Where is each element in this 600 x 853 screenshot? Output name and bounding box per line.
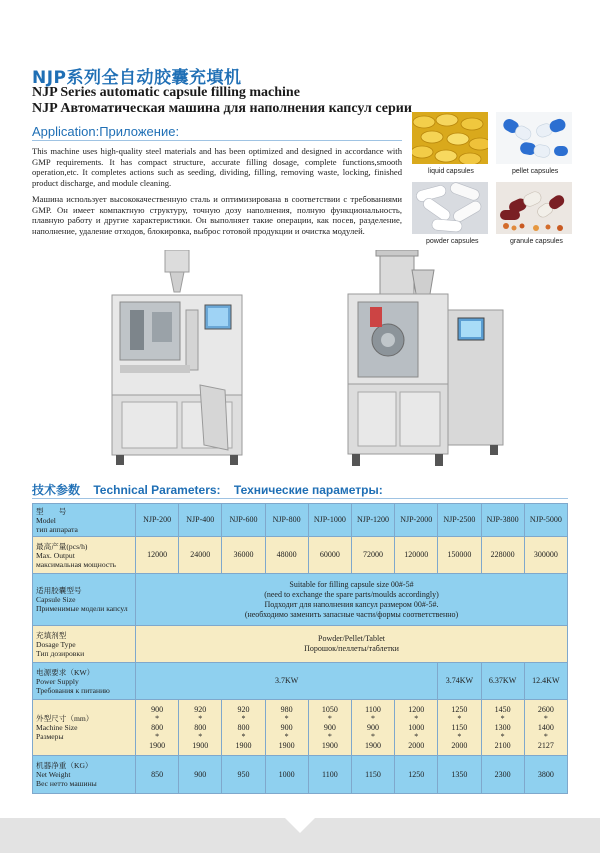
row-label-capsule-size bbox=[33, 574, 136, 626]
table-row-dosage bbox=[33, 626, 568, 663]
size-cell: 1450 * 1300 * 2100 bbox=[481, 700, 524, 756]
powder-capsules-label: powder capsules bbox=[426, 238, 479, 245]
label-en: Machine Size bbox=[36, 723, 78, 732]
label-ru: тип аппарата bbox=[36, 524, 78, 534]
weight-cell: 1150 bbox=[351, 756, 394, 794]
model-cell: NJP-400 bbox=[179, 504, 222, 537]
machines-illustration bbox=[100, 250, 520, 475]
size-cell: 1100 * 900 * 1900 bbox=[351, 700, 394, 756]
label-en: Capsule Size bbox=[36, 595, 76, 604]
size-cell: 920 * 800 * 1900 bbox=[179, 700, 222, 756]
pellet-capsules-label: pellet capsules bbox=[512, 168, 559, 175]
weight-cell: 1100 bbox=[308, 756, 351, 794]
capsule-size-line: (need to exchange the spare parts/moulds accordingly) bbox=[264, 589, 439, 599]
size-cell: 980 * 900 * 1900 bbox=[265, 700, 308, 756]
parameters-heading-cn: 技术参数 bbox=[32, 483, 81, 497]
capsule-size-line: Подходит для наполнения капсул размером 00#-5#. bbox=[264, 599, 439, 609]
size-cell: 1200 * 1000 * 2000 bbox=[395, 700, 438, 756]
size-cell: 1250 * 1150 * 2000 bbox=[438, 700, 481, 756]
output-cell: 120000 bbox=[395, 537, 438, 574]
model-cell: NJP-800 bbox=[265, 504, 308, 537]
model-cell: NJP-2500 bbox=[438, 504, 481, 537]
output-cell: 300000 bbox=[524, 537, 567, 574]
model-cell: NJP-600 bbox=[222, 504, 265, 537]
size-cell: 920 * 800 * 1900 bbox=[222, 700, 265, 756]
pellet-capsules-image bbox=[496, 112, 572, 164]
table-row-output bbox=[33, 537, 568, 574]
parameters-heading-ru: Технические параметры: bbox=[233, 483, 383, 497]
capsule-size-line: (необходимо заменить запасные части/формы соответственно) bbox=[244, 609, 459, 619]
table-row-machine-size bbox=[33, 700, 568, 756]
label-ru: Вес нетто машины bbox=[36, 779, 97, 788]
label-en: Max. Output bbox=[36, 550, 75, 560]
label-en: Power Supply bbox=[36, 676, 79, 686]
table-row-model bbox=[33, 504, 568, 537]
output-cell: 12000 bbox=[136, 537, 179, 574]
output-cell: 72000 bbox=[351, 537, 394, 574]
model-cell: NJP-1200 bbox=[351, 504, 394, 537]
granule-capsules-image bbox=[496, 182, 572, 234]
model-cell: NJP-3800 bbox=[481, 504, 524, 537]
granule-capsules-label: granule capsules bbox=[510, 238, 563, 245]
output-cell: 24000 bbox=[179, 537, 222, 574]
row-label-output bbox=[33, 537, 136, 574]
label-cn: 适用胶囊型号 bbox=[36, 586, 82, 595]
application-heading: Application:Приложение: bbox=[32, 124, 180, 139]
output-cell: 48000 bbox=[265, 537, 308, 574]
label-en: Net Weight bbox=[36, 770, 71, 779]
power-cell: 6.37KW bbox=[481, 663, 524, 700]
small-capsule-machine bbox=[112, 250, 242, 465]
power-cell: 3.74KW bbox=[438, 663, 481, 700]
footer-notch bbox=[285, 818, 315, 833]
label-cn: 充填剂型 bbox=[36, 630, 67, 640]
title-ru: NJP Автоматическая машина для наполнения капсул серии bbox=[32, 101, 412, 116]
row-label-dosage bbox=[33, 626, 136, 663]
label-ru: Размеры bbox=[36, 732, 64, 741]
power-shared-cell: 3.7KW bbox=[136, 663, 438, 700]
title-cn: NJP系列全自动胶囊充填机 bbox=[32, 68, 242, 88]
table-row-capsule-size bbox=[33, 574, 568, 626]
label-ru: максимальная мощность bbox=[36, 559, 116, 569]
output-cell: 228000 bbox=[481, 537, 524, 574]
table-row-power bbox=[33, 663, 568, 700]
row-label-model bbox=[33, 504, 136, 537]
capsule-size-cell bbox=[136, 574, 568, 626]
parameters-divider bbox=[32, 498, 568, 499]
row-label-machine-size bbox=[33, 700, 136, 756]
weight-cell: 900 bbox=[179, 756, 222, 794]
title-en: NJP Series automatic capsule filling machine bbox=[32, 85, 300, 100]
label-cn: 外型尺寸（mm） bbox=[36, 714, 94, 723]
model-cell: NJP-1000 bbox=[308, 504, 351, 537]
size-cell: 1050 * 900 * 1900 bbox=[308, 700, 351, 756]
row-label-power bbox=[33, 663, 136, 700]
liquid-capsules-label: liquid capsules bbox=[428, 168, 474, 175]
parameters-heading bbox=[32, 481, 393, 498]
output-cell: 150000 bbox=[438, 537, 481, 574]
weight-cell: 1350 bbox=[438, 756, 481, 794]
output-cell: 36000 bbox=[222, 537, 265, 574]
weight-cell: 2300 bbox=[481, 756, 524, 794]
power-cell: 12.4KW bbox=[524, 663, 567, 700]
label-ru: Применимые модели капсул bbox=[36, 604, 128, 613]
application-text-en: This machine uses high-quality steel materials and has been optimized and designed in accordance with GMP requirements. It has compact structure, accurate filling dosage, complete functions,smooth operation,etc. It completes actions such as seeding, dividing, filling, removing waste, locking, finished product discharge, and module cleaning. bbox=[32, 146, 402, 188]
weight-cell: 1250 bbox=[395, 756, 438, 794]
output-cell: 60000 bbox=[308, 537, 351, 574]
application-text-ru: Машина использует высококачественную сталь и оптимизирована в соответствии с требованиями GMP. Он имеет компактную структуру, точную дозу наполнения, полную функциональность, плавную работу и другие характеристики. Он выполняет такие операции, как посев, разделение, наполнение, удаление отходов, блокировка, выброс готовой продукции и очистка модулей. bbox=[32, 194, 402, 236]
dosage-line: Powder/Pellet/Tablet bbox=[318, 634, 385, 643]
model-cell: NJP-5000 bbox=[524, 504, 567, 537]
dosage-line: Порошок/пеллеты/таблетки bbox=[304, 644, 399, 653]
weight-cell: 1000 bbox=[265, 756, 308, 794]
weight-cell: 950 bbox=[222, 756, 265, 794]
size-cell: 2600 * 1400 * 2127 bbox=[524, 700, 567, 756]
label-cn: 电源要求（KW） bbox=[36, 667, 95, 677]
weight-cell: 3800 bbox=[524, 756, 567, 794]
size-cell: 900 * 800 * 1900 bbox=[136, 700, 179, 756]
model-cell: NJP-2000 bbox=[395, 504, 438, 537]
technical-parameters-table bbox=[32, 503, 568, 794]
label-en: Dosage Type bbox=[36, 639, 76, 649]
label-cn: 型 号 bbox=[36, 506, 67, 516]
table-row-weight bbox=[33, 756, 568, 794]
row-label-weight bbox=[33, 756, 136, 794]
application-divider bbox=[32, 140, 402, 141]
label-cn: 最高产量(pcs/h) bbox=[36, 541, 88, 551]
label-en: Model bbox=[36, 515, 56, 525]
label-ru: Требования к питанию bbox=[36, 685, 110, 695]
powder-capsules-image bbox=[412, 182, 488, 234]
liquid-capsules-image bbox=[412, 112, 488, 164]
weight-cell: 850 bbox=[136, 756, 179, 794]
label-ru: Тип дозировки bbox=[36, 648, 85, 658]
capsule-gallery bbox=[412, 112, 572, 246]
parameters-heading-en: Technical Parameters: bbox=[93, 483, 221, 497]
capsule-size-line: Suitable for filling capsule size 00#-5# bbox=[289, 579, 414, 589]
model-cell: NJP-200 bbox=[136, 504, 179, 537]
large-capsule-machine bbox=[348, 250, 503, 466]
dosage-cell bbox=[136, 626, 568, 663]
label-cn: 机器净重（KG） bbox=[36, 761, 93, 770]
